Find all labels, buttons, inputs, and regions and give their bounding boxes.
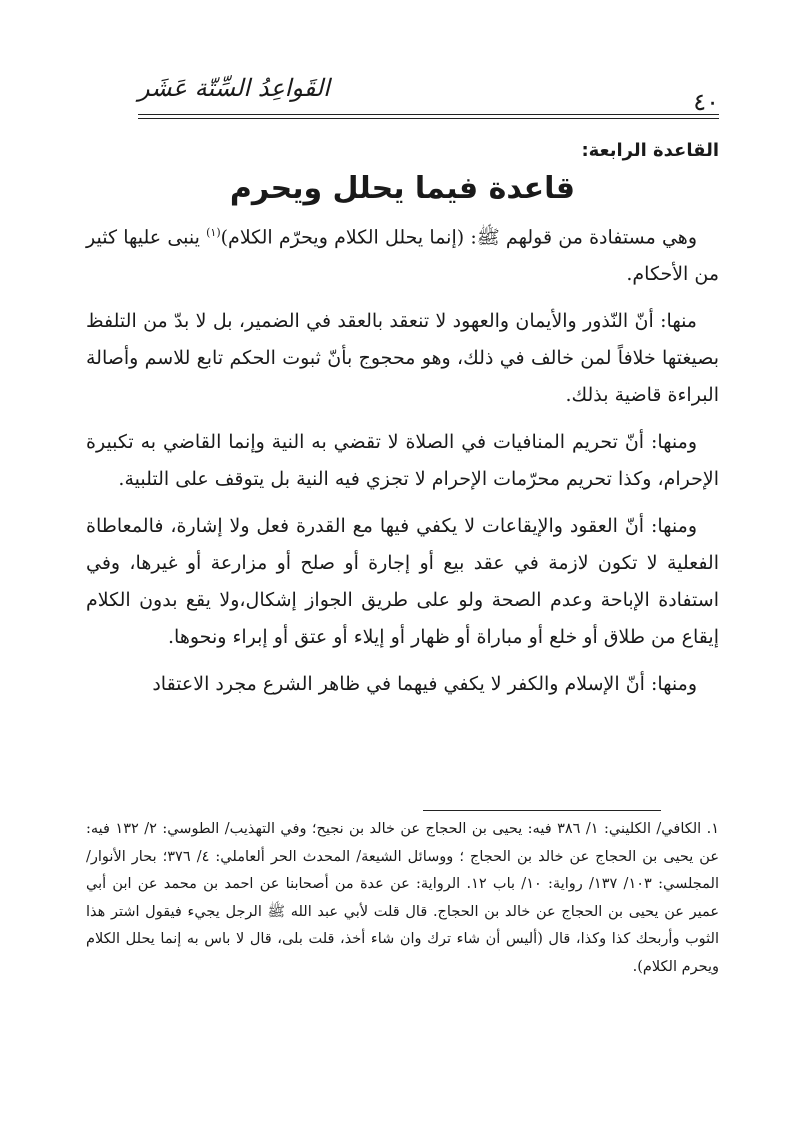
running-title: القَواعِدُ السِّتّة عَشَر bbox=[138, 74, 330, 102]
page-header bbox=[138, 70, 719, 122]
footnote-ref: (١) bbox=[206, 226, 221, 239]
section-label: القاعدة الرابعة: bbox=[581, 140, 719, 161]
paragraph-5: ومنها: أنّ الإسلام والكفر لا يكفي فيهما في ظاهر الشرع مجرد الاعتقاد bbox=[152, 673, 697, 696]
paragraph-4: ومنها: أنّ العقود والإيقاعات لا يكفي فيها مع القدرة فعل ولا إشارة، فالمعاطاة الفعلية لا تكون لازمة في عقد بيع أو إجارة أو صلح أو مزارعة أو غيرها، وفي استفادة الإباحة وعدم الصحة ولو على طريق الجواز إشكال،ولا يقع بدون الكلام إيقاع من طلاق أو خلع أو مباراة أو ظهار أو إيلاء أو عتق أو إبراء ونحوها. bbox=[86, 515, 719, 649]
header-rule bbox=[138, 114, 719, 115]
header-rule-secondary bbox=[138, 118, 719, 119]
paragraph-3: ومنها: أنّ تحريم المنافيات في الصلاة لا تقضي به النية وإنما القاضي به تكبيرة الإحرام، وكذا تحريم محرّمات الإحرام لا تجزي فيه النية بل يتوقف على التلبية. bbox=[86, 431, 719, 491]
footnote-separator bbox=[423, 810, 661, 811]
paragraph-1: وهي مستفادة من قولهم ﷺ: (إنما يحلل الكلام ويحرّم الكلام)$^{(١)}$ ينبى عليها كثير من الأحكام. bbox=[86, 226, 719, 286]
main-text bbox=[86, 140, 719, 713]
page-number: ٤٠ bbox=[693, 88, 719, 116]
section-heading: قاعدة فيما يحلل ويحرم bbox=[229, 171, 576, 206]
paragraph-2: منها: أنّ النّذور والأيمان والعهود لا تنعقد بالعقد في الضمير، بل لا بدّ من التلفظ بصيغتها خلافاً لمن خالف في ذلك، وهو محجوج بأنّ ثبوت الحكم تابع للاسم وأصالة البراءة قاضية بذلك. bbox=[86, 310, 719, 407]
footnote: ١. الكافي/ الكليني: ١/ ٣٨٦ فيه: يحيى بن الحجاج عن خالد بن نجيح؛ وفي التهذيب/ الطوسي: ٢/ ١٣٢ فيه: عن يحيى بن الحجاج عن خالد بن الحجاج ؛ ووسائل الشيعة/ المحدث الحر ألعاملي: ٤/ ٣٧٦؛ بحار الأنوار/المجلسي: ١٠٣/ ١٣٧/ رواية: ١٠/ باب ١٢. الرواية: عن عدة من أصحابنا عن احمد بن محمد عن ابن أبي عمير عن يحيى بن الحجاج عن خالد بن الحجاج. قال قلت لأبي عبد الله ﷺ الرجل يجيء فيقول اشتر هذا الثوب وأربحك كذا وكذا، قال (أليس أن شاء ترك وان شاء أخذ، قلت بلى، قال لا باس به إنما يحلل الكلام ويحرم الكلام). bbox=[86, 821, 720, 975]
